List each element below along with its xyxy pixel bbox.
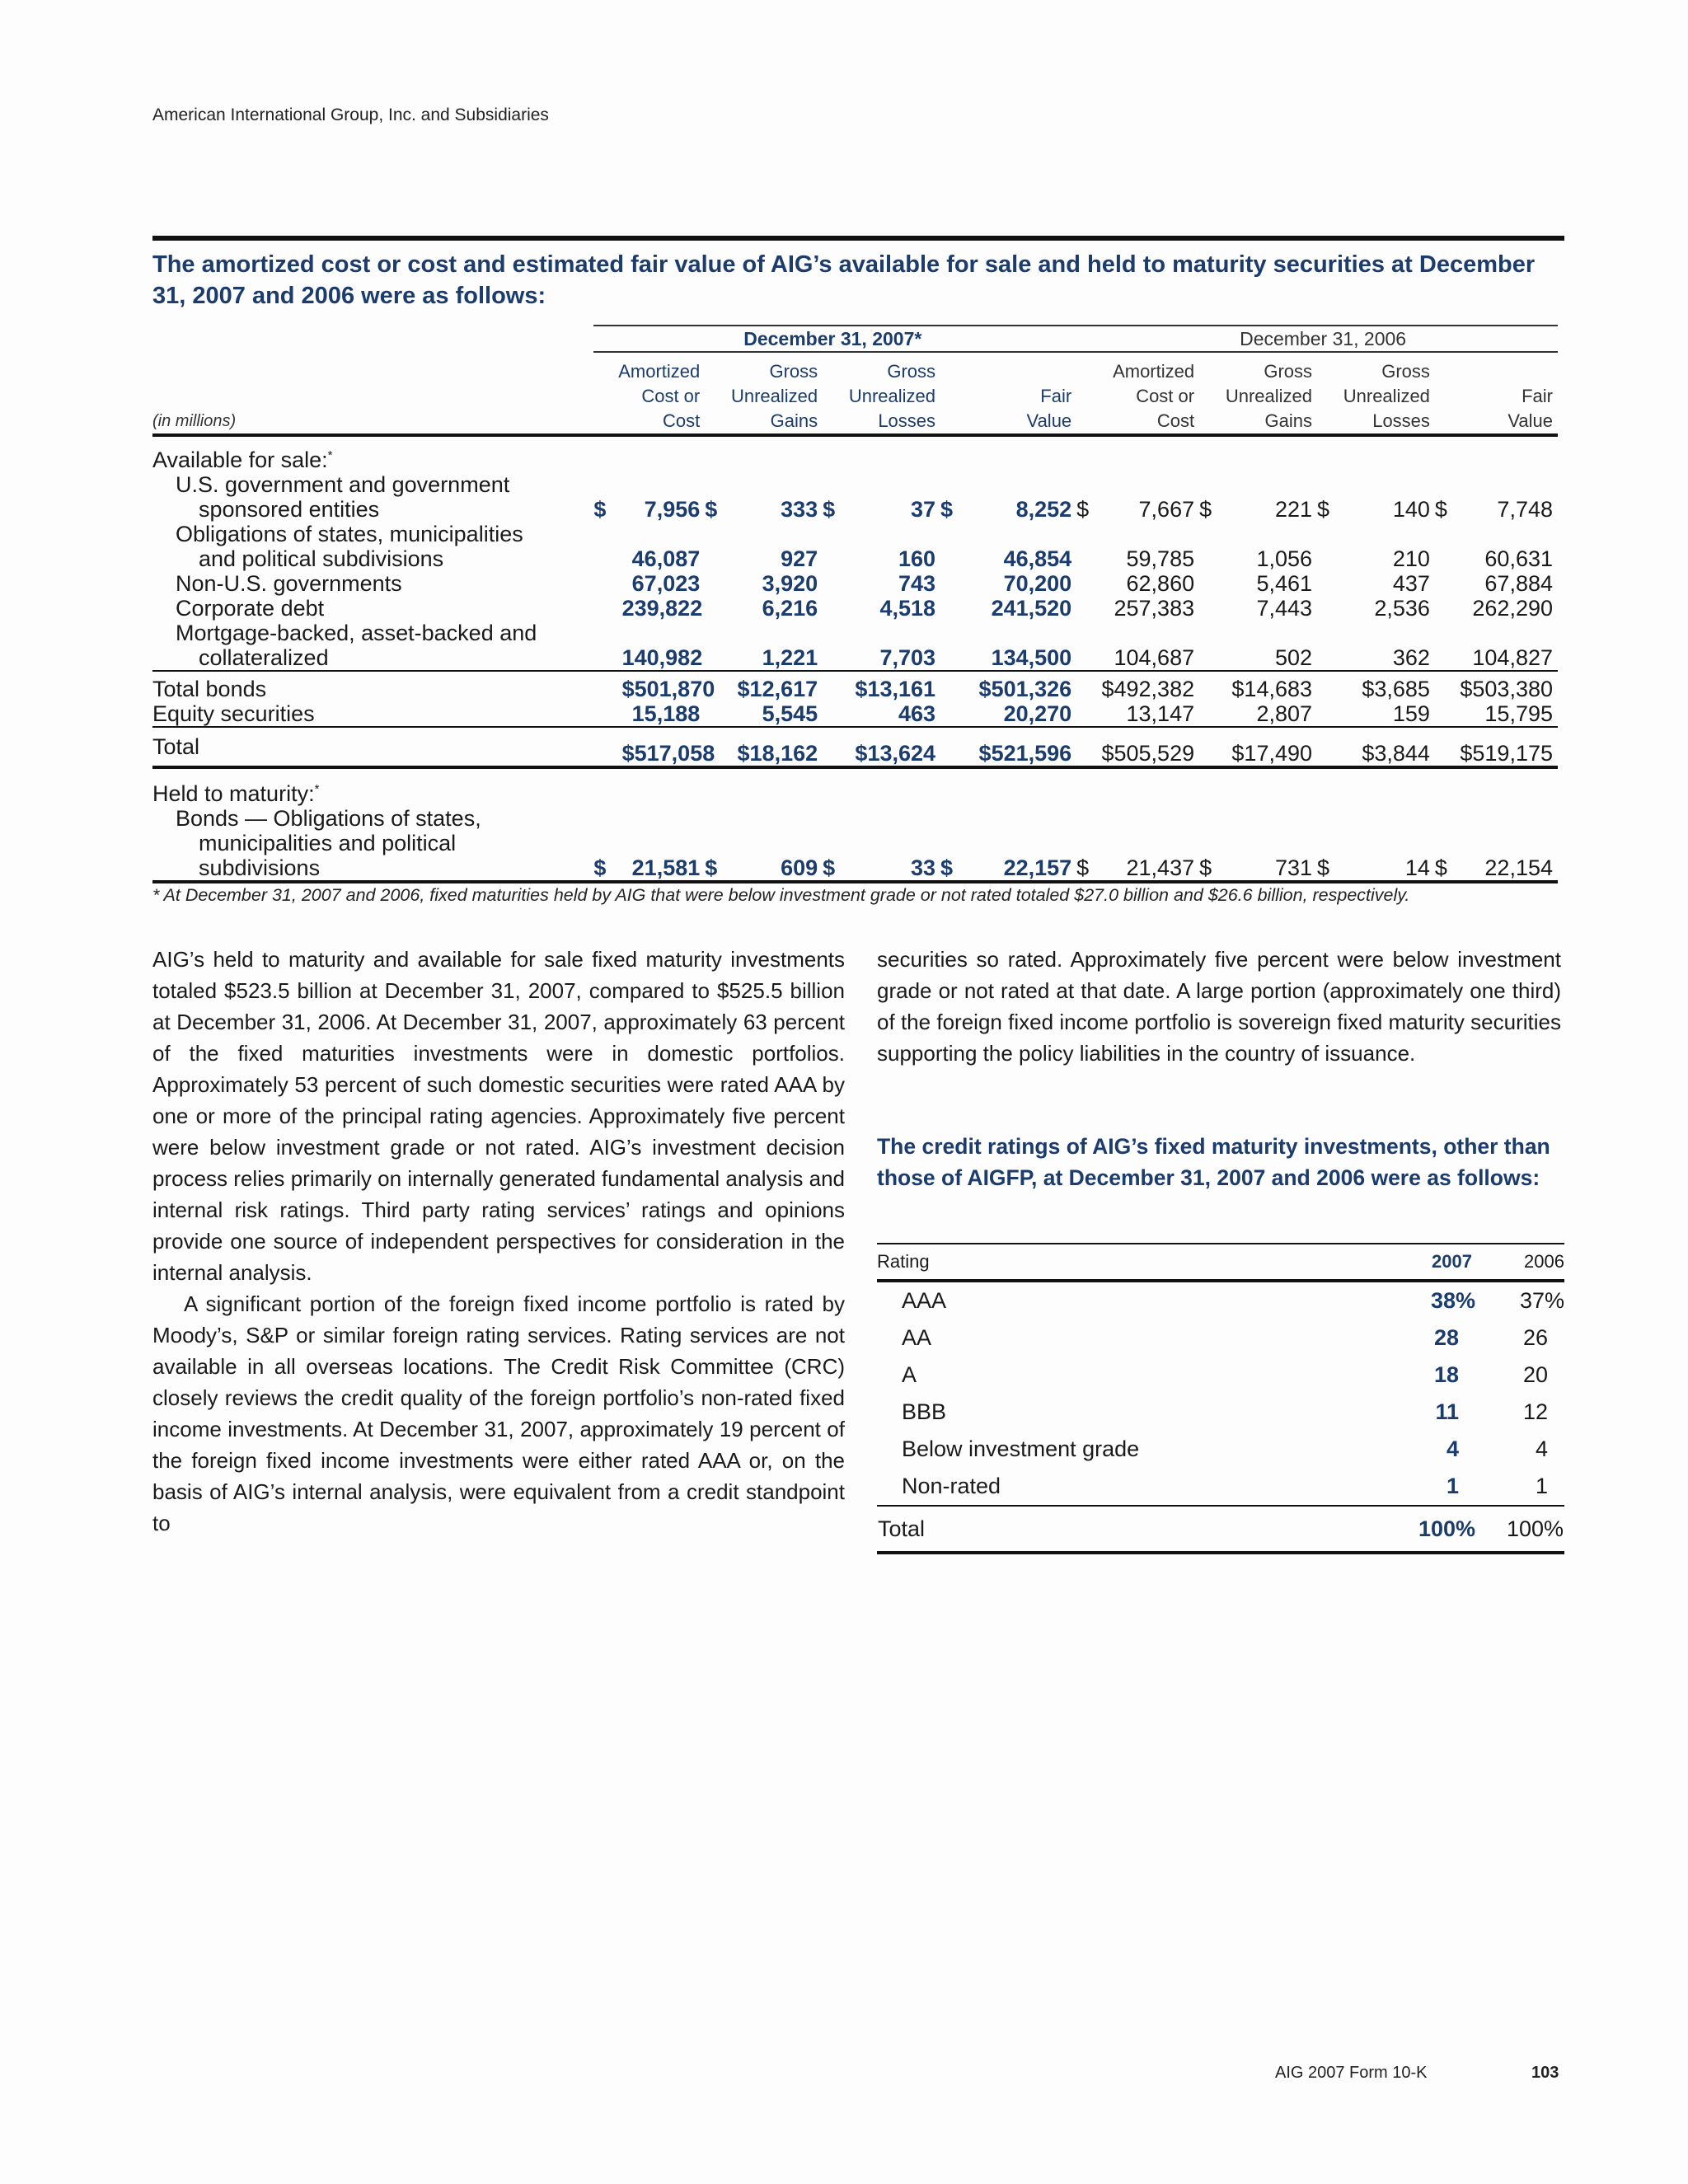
currency-sign (823, 596, 851, 621)
body-right-column (877, 944, 1561, 1069)
currency-sign (1199, 701, 1224, 727)
table-row: municipalities and political (199, 831, 457, 855)
table-cell: 104,827 (1472, 645, 1553, 670)
currency-sign (705, 701, 733, 727)
table-cell: 7,443 (1256, 596, 1313, 621)
year-2007-header: 2007 (1404, 1244, 1487, 1281)
table-row: collateralized 140,982 1,221 7,703 134,500 104,687 502 362 104,827 (152, 645, 1558, 671)
page-header: American International Group, Inc. and Subsidiaries (152, 105, 549, 124)
rating-2007: 11 (1435, 1399, 1459, 1424)
table-cell: $492,382 (1101, 671, 1199, 701)
ratings-row (877, 1319, 1564, 1357)
table-cell: 1,221 (762, 645, 818, 670)
currency-sign (1076, 671, 1101, 701)
table-row: Mortgage-backed, asset-backed and (176, 621, 537, 645)
table-cell: 3,920 (762, 571, 818, 596)
table-cell: 60,631 (1484, 546, 1553, 571)
rating-label: AAA (902, 1288, 947, 1313)
currency-sign: $ (940, 497, 954, 522)
col-gains-2007: Gross Unrealized Gains (730, 361, 818, 431)
currency-sign (940, 701, 968, 727)
currency-sign: $ (593, 497, 607, 522)
table-cell: $3,685 (1342, 671, 1435, 701)
currency-sign: $ (705, 497, 718, 522)
currency-sign (1435, 596, 1460, 621)
rating-label: BBB (902, 1399, 947, 1424)
table-cell: 14 (1342, 855, 1435, 882)
currency-sign (593, 596, 621, 621)
currency-sign (1076, 727, 1101, 767)
currency-sign (1435, 571, 1460, 596)
ratings-row (877, 1431, 1564, 1468)
currency-sign (593, 727, 621, 767)
rating-2007: 18 (1433, 1362, 1459, 1387)
currency-sign (1076, 571, 1101, 596)
currency-sign (823, 645, 851, 671)
currency-sign (1317, 596, 1342, 621)
col-amortized-2006: Amortized Cost or Cost (1113, 361, 1195, 431)
ratings-total-label: Total (877, 1506, 1404, 1553)
afs-label: Available for sale:* (152, 435, 593, 472)
currency-sign (940, 645, 968, 671)
paragraph: securities so rated. Approximately five percent were below investment grade or not rated at that date. A large portion (approximately one third) of the foreign fixed income portfolio is sovereign fixed maturity securities supporting the policy liabilities in the country of issuance. (877, 947, 1561, 1066)
ratings-row (877, 1468, 1564, 1506)
rating-label: A (902, 1362, 917, 1387)
table-row: Bonds — Obligations of states, (176, 806, 481, 831)
table-cell: 22,157 (968, 855, 1076, 882)
table-row: Total $517,058 $18,162 $13,624 $521,596 $505,529 $17,490 $3,844 $519,175 (152, 727, 1558, 767)
col-fair-2007: Fair Value (1026, 386, 1072, 431)
table-cell: 362 (1392, 645, 1430, 670)
currency-sign (705, 596, 733, 621)
currency-sign (1076, 596, 1101, 621)
page-number: 103 (1531, 2064, 1559, 2082)
rating-2007: 1 (1446, 1474, 1459, 1498)
table-cell: 37 (910, 497, 936, 522)
table-row: Total bonds $501,870 $12,617 $13,161 $501,326 $492,382 $14,683 $3,685 $503,380 (152, 671, 1558, 701)
body-left-column (152, 944, 845, 1539)
currency-sign (593, 671, 621, 701)
table-cell: 4,518 (879, 596, 936, 621)
table-cell: 5,545 (762, 701, 818, 726)
ratings-table (877, 1243, 1564, 1554)
currency-sign: $ (1199, 497, 1212, 522)
currency-sign (593, 645, 621, 671)
currency-sign (705, 546, 733, 571)
currency-sign: $ (1199, 855, 1224, 882)
table-cell: 2,536 (1374, 596, 1430, 621)
currency-sign: $ (593, 855, 621, 882)
currency-sign (823, 727, 851, 767)
table-cell: 62,860 (1126, 571, 1195, 596)
securities-table (152, 325, 1558, 883)
currency-sign (1199, 671, 1224, 701)
table-cell: $3,844 (1342, 727, 1435, 767)
table-row: sponsored entities $ 7,956 $ 333 $ 37 $ 8,252 $ 7,667 $ 221 $ 140 $ 7,748 (152, 497, 1558, 522)
table-cell: 46,854 (1003, 546, 1072, 571)
currency-sign (1435, 701, 1460, 727)
column-header-row (152, 352, 1558, 435)
col-amortized-2007: Amortized Cost or Cost (618, 361, 701, 431)
currency-sign: $ (705, 855, 733, 882)
htm-label: Held to maturity:* (152, 781, 320, 806)
currency-sign: $ (823, 855, 851, 882)
table-cell: 21,437 (1101, 855, 1199, 882)
table-cell: 20,270 (1003, 701, 1072, 726)
table-cell: $501,326 (968, 671, 1076, 701)
table-cell: $13,624 (851, 727, 940, 767)
table-row: U.S. government and government (176, 472, 510, 497)
rating-2007: 4 (1446, 1436, 1459, 1461)
ratings-row (877, 1394, 1564, 1431)
paragraph: AIG’s held to maturity and available for sale fixed maturity investments totaled $523.5 billion at December 31, 2007, compared to $525.5 billion at December 31, 2006. At December 31, 2007, approximately 63 percent of the fixed maturities investments were in domestic portfolios. Approximately 53 percent of such domestic securities were rated AAA by one or more of the principal rating agencies. Approximately five percent were below investment grade or not rated. AIG’s investment decision process relies primarily on internally generated fundamental analysis and internal risk ratings. Third party rating services’ ratings and opinions provide one source of independent perspectives for consideration in the internal analysis. (152, 947, 845, 1285)
table-cell: 13,147 (1126, 701, 1195, 726)
table-cell: 21,581 (622, 855, 706, 882)
table-cell: 221 (1274, 497, 1313, 522)
main-table-title: The amortized cost or cost and estimated fair value of AIG’s available for sale and held to maturity securities at December 31, 2007 and 2006 were as follows: (152, 251, 1536, 309)
table-cell: 140,982 (621, 645, 703, 670)
table-cell: 210 (1392, 546, 1430, 571)
currency-sign: $ (1076, 497, 1090, 522)
table-cell: 437 (1392, 571, 1430, 596)
table-cell: 241,520 (991, 596, 1072, 621)
group-2007-header: December 31, 2007* (593, 326, 1076, 352)
currency-sign (593, 546, 621, 571)
table-cell: 463 (898, 701, 936, 726)
currency-sign (705, 645, 733, 671)
table-row: subdivisions $ 21,581 $ 609 $ 33 $ 22,157 $ 21,437 $ 731 $ 14 $ 22,154 (152, 855, 1558, 882)
currency-sign (1317, 671, 1342, 701)
ratings-table-title: The credit ratings of AIG’s fixed maturity investments, other than those of AIGFP, at December 31, 2007 and 2006 were as follows: (877, 1134, 1550, 1190)
currency-sign (1435, 727, 1460, 767)
table-cell: 67,884 (1484, 571, 1553, 596)
table-cell: 159 (1392, 701, 1430, 726)
units-label: (in millions) (152, 412, 237, 430)
table-cell: $519,175 (1460, 727, 1558, 767)
table-cell: 33 (851, 855, 940, 882)
table-cell: 7,667 (1138, 497, 1195, 522)
table-cell: $18,162 (733, 727, 823, 767)
currency-sign (593, 701, 621, 727)
table-cell: $505,529 (1101, 727, 1199, 767)
currency-sign (1076, 701, 1101, 727)
table-cell: 104,687 (1114, 645, 1195, 670)
currency-sign (1076, 546, 1101, 571)
table-row: and political subdivisions 46,087 927 160 46,854 59,785 1,056 210 60,631 (152, 546, 1558, 571)
footer-text: AIG 2007 Form 10-K (1275, 2064, 1428, 2082)
currency-sign: $ (823, 497, 836, 522)
currency-sign (1317, 701, 1342, 727)
currency-sign (1435, 671, 1460, 701)
year-2006-header: 2006 (1487, 1244, 1564, 1281)
ratings-total-2007: 100% (1404, 1506, 1487, 1553)
table-cell: 140 (1392, 497, 1430, 522)
table-cell: 927 (781, 546, 818, 571)
currency-sign: $ (1317, 855, 1342, 882)
top-rule (152, 236, 1564, 241)
rating-2007: 38% (1430, 1288, 1475, 1313)
currency-sign (593, 571, 621, 596)
table-cell: $13,161 (851, 671, 940, 701)
ratings-total-row (877, 1506, 1564, 1553)
table-cell: 6,216 (762, 596, 818, 621)
rating-label: AA (902, 1325, 932, 1350)
col-losses-2006: Gross Unrealized Losses (1343, 361, 1430, 431)
currency-sign (823, 546, 851, 571)
currency-sign (823, 701, 851, 727)
table-cell: $501,870 (622, 671, 706, 701)
table-cell: 262,290 (1472, 596, 1553, 621)
table-cell: 160 (898, 546, 936, 571)
currency-sign (1317, 571, 1342, 596)
currency-sign: $ (1435, 855, 1460, 882)
currency-sign (823, 671, 851, 701)
ratings-row (877, 1281, 1564, 1319)
paragraph: A significant portion of the foreign fixed income portfolio is rated by Moody’s, S&P or similar foreign rating services. Rating services are not available in all overseas locations. The Credit Risk Committee (CRC) closely reviews the credit quality of the foreign portfolio’s non-rated fixed income investments. At December 31, 2007, approximately 19 percent of the foreign fixed income investments were either rated AAA or, on the basis of AIG’s internal analysis, were equivalent from a credit standpoint to (152, 1291, 845, 1535)
table-row: Obligations of states, municipalities (176, 522, 523, 546)
rating-2006: 1 (1535, 1474, 1548, 1498)
table-cell: $517,058 (622, 727, 706, 767)
table-cell: $521,596 (968, 727, 1076, 767)
currency-sign (1317, 645, 1342, 671)
table-cell: 257,383 (1114, 596, 1195, 621)
table-cell: 7,703 (879, 645, 936, 670)
currency-sign (1199, 596, 1224, 621)
table-cell: 22,154 (1460, 855, 1558, 882)
currency-sign (1199, 571, 1224, 596)
rating-col-header: Rating (877, 1244, 1404, 1281)
ratings-total-2006: 100% (1487, 1506, 1564, 1553)
rating-2006: 20 (1522, 1362, 1548, 1387)
table-cell: 1,056 (1256, 546, 1313, 571)
table-row: Non-U.S. governments 67,023 3,920 743 70,200 62,860 5,461 437 67,884 (152, 571, 1558, 596)
currency-sign: $ (940, 855, 968, 882)
table-cell: 731 (1224, 855, 1317, 882)
table-cell: $17,490 (1224, 727, 1317, 767)
currency-sign (1076, 645, 1101, 671)
table-cell: 502 (1274, 645, 1313, 670)
col-losses-2007: Gross Unrealized Losses (848, 361, 936, 431)
table-cell: 7,748 (1497, 497, 1553, 522)
ratings-row (877, 1357, 1564, 1394)
currency-sign (1317, 546, 1342, 571)
group-2006-header: December 31, 2006 (1076, 326, 1558, 352)
currency-sign (1199, 727, 1224, 767)
table-cell: 609 (733, 855, 823, 882)
col-fair-2006: Fair Value (1507, 386, 1553, 431)
table-cell: 8,252 (1015, 497, 1072, 522)
currency-sign: $ (1317, 497, 1330, 522)
table-cell: $503,380 (1460, 671, 1558, 701)
currency-sign (1435, 546, 1460, 571)
currency-sign: $ (1434, 497, 1447, 522)
afs-section-row (152, 435, 1558, 472)
currency-sign: $ (1076, 855, 1101, 882)
rating-2006: 26 (1522, 1325, 1548, 1350)
table-cell: 2,807 (1256, 701, 1313, 726)
table-footnote: * At December 31, 2007 and 2006, fixed maturities held by AIG that were below investment grade or not rated totaled $27.0 billion and $26.6 billion, respectively. (152, 885, 1410, 905)
table-cell: 239,822 (621, 596, 703, 621)
table-cell: 15,188 (631, 701, 701, 726)
table-row: Equity securities 15,188 5,545 463 20,270 13,147 2,807 159 15,795 (152, 701, 1558, 727)
table-cell: 5,461 (1256, 571, 1313, 596)
table-cell: 67,023 (631, 571, 701, 596)
table-cell: 70,200 (1003, 571, 1072, 596)
currency-sign (1317, 727, 1342, 767)
currency-sign (940, 546, 968, 571)
col-gains-2006: Gross Unrealized Gains (1225, 361, 1313, 431)
currency-sign (940, 671, 968, 701)
table-cell: 7,956 (644, 497, 701, 522)
rating-2006: 12 (1522, 1399, 1548, 1424)
rating-label: Non-rated (902, 1474, 1001, 1498)
rating-2006: 4 (1535, 1436, 1548, 1461)
table-row: Corporate debt 239,822 6,216 4,518 241,520 257,383 7,443 2,536 262,290 (152, 596, 1558, 621)
currency-sign (940, 596, 968, 621)
table-cell: $12,617 (733, 671, 823, 701)
table-cell: 15,795 (1484, 701, 1553, 726)
rating-2007: 28 (1433, 1325, 1459, 1350)
currency-sign (1435, 645, 1460, 671)
currency-sign (705, 571, 733, 596)
table-cell: 46,087 (631, 546, 701, 571)
ratings-header-row (877, 1244, 1564, 1281)
currency-sign (1199, 645, 1224, 671)
rating-2006: 37% (1519, 1288, 1564, 1313)
currency-sign (823, 571, 851, 596)
htm-section-row (152, 767, 1558, 806)
rating-label: Below investment grade (902, 1436, 1140, 1461)
table-cell: $14,683 (1224, 671, 1317, 701)
group-header-row (152, 326, 1558, 352)
table-cell: 743 (898, 571, 936, 596)
table-cell: 333 (781, 497, 818, 522)
currency-sign (1199, 546, 1224, 571)
currency-sign (940, 727, 968, 767)
table-cell: 59,785 (1126, 546, 1195, 571)
currency-sign (940, 571, 968, 596)
table-cell: 134,500 (991, 645, 1072, 670)
